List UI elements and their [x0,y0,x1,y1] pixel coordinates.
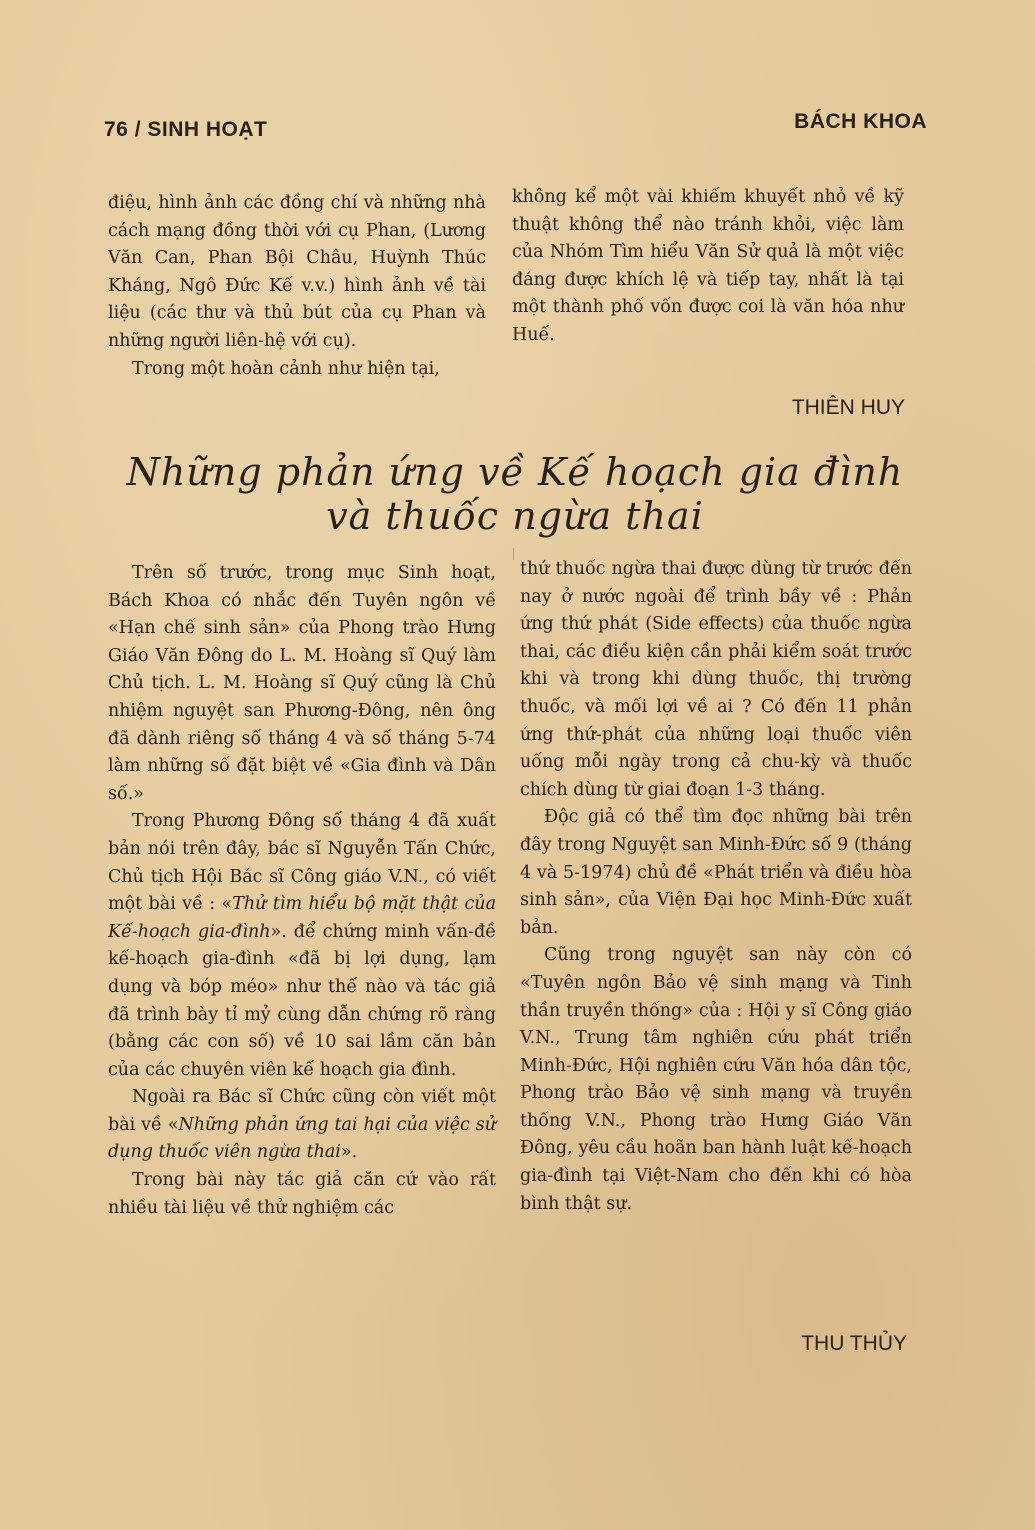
text-span: ». để chứng minh vấn-đề kế-hoạch gia-đình «đã bị lợi dụng, lạm dụng và bóp méo» như thế nào và tác giả đã trình bày tỉ mỷ cùng dẫn chứng rõ ràng (bằng các con số) về 10 sai lầm căn bản của các chuyên viên kế hoạch gia đình. [108,921,496,1080]
text-span: Ngoài ra Bác sĩ Chức cũng còn viết một bài về « [108,1087,496,1135]
signature-thien-huy: THIÊN HUY [791,396,905,419]
article-paragraph-7: Cũng trong nguyệt san này còn có «Tuyên ngôn Bảo vệ sinh mạng và Tinh thần truyền thống» của : Hội y sĩ Công giáo V.N., Trung tâm nghiên cứu phát triển Minh-Đức, Hội nghiên cứu Văn hóa dân tộc, Phong trào Bảo vệ sinh mạng và truyền thống V.N., Phong trào Hưng Giáo Văn Đông, yêu cầu hoãn ban hành luật kế-hoạch gia-đình tại Việt-Nam cho đến khi có hòa bình thật sự. [520,945,912,1214]
top-right-paragraph: không kể một vài khiếm khuyết nhỏ về kỹ thuật không thể nào tránh khỏi, việc làm của Nhóm Tìm hiểu Văn Sử quả là một việc đáng được khích lệ và tiếp tay, nhất là tại một thành phố vốn được coi là văn hóa như Huế. [512,187,904,345]
page-header-left: 76 / SINH HOẠT [104,118,268,141]
text-span: Trong Phương Đông số tháng 4 đã xuất bản nói trên đây, bác sĩ Nguyễn Tấn Chức, Chủ tịch Hội Bác sĩ Công giáo V.N., có viết một bài về : « [108,811,496,915]
top-left-paragraph-2: Trong một hoàn cảnh như hiện tại, [132,358,440,379]
article-paragraph-1: Trên số trước, trong mục Sinh hoạt, Bách Khoa có nhắc đến Tuyên ngôn về «Hạn chế sinh sản» của Phong trào Hưng Giáo Văn Đông do L. M. Hoàng sĩ Quý làm Chủ tịch. L. M. Hoàng sĩ Quý cũng là Chủ nhiệm nguyệt san Phương-Đông, nên ông đã dành riêng số tháng 4 và số tháng 5-74 làm những số đặt biệt về «Gia đình và Dân số.» [108,563,496,804]
top-right-column [512,184,904,350]
article-paragraph-3 [108,1084,496,1167]
article-title [80,450,950,538]
text-span: ». [340,1142,358,1163]
top-left-paragraph: điệu, hình ảnh các đồng chí và những nhà cách mạng đồng thời với cụ Phan, (Lương Văn Can, Phan Bội Châu, Huỳnh Thúc Kháng, Ngô Đức Kế v.v.) hình ảnh về tài liệu (các thư và thủ bút của cụ Phan và những người liên-hệ với cụ). [108,193,486,351]
article-ref-title: Thử tìm hiểu bộ mặt thật của Kế-hoạch gia-đình [108,894,497,942]
signature-thu-thuy: THU THỦY [801,1332,907,1355]
article-paragraph-2 [108,808,496,1084]
column-divider [513,548,514,560]
article-left-column [108,560,496,1222]
page-header-right: BÁCH KHOA [794,110,927,133]
article-title-line-1: Những phản ứng về Kế hoạch gia đình [126,450,904,494]
article-right-column [520,556,912,1218]
article-paragraph-6: Độc giả có thể tìm đọc những bài trên đây trong Nguyệt san Minh-Đức số 9 (tháng 4 và 5-1974) chủ đề «Phát triển và điều hòa sinh sản», của Viện Đại học Minh-Đức xuất bản. [520,807,912,938]
article-paragraph-4: Trong bài này tác giả căn cứ vào rất nhiều tài liệu về thử nghiệm các [108,1170,496,1218]
article-title-line-2: và thuốc ngừa thai [326,494,704,538]
article-paragraph-5: thứ thuốc ngừa thai được dùng từ trước đến nay ở nước ngoài để trình bầy về : Phản ứng thứ phát (Side effects) của thuốc ngừa thai, các điều kiện cần phải kiểm soát trước khi và trong khi dùng thuốc, thị trường thuốc, và mối lợi về ai ? Có đến 11 phản ứng thứ-phát của những loại thuốc viên uống mỗi ngày trong cả chu-kỳ và thuốc chích dùng từ giai đoạn 1-3 tháng. [520,559,912,800]
top-left-column [108,190,486,383]
article-ref-title: Những phản ứng tai hại của việc sử dụng thuốc viên ngừa thai [108,1114,497,1163]
